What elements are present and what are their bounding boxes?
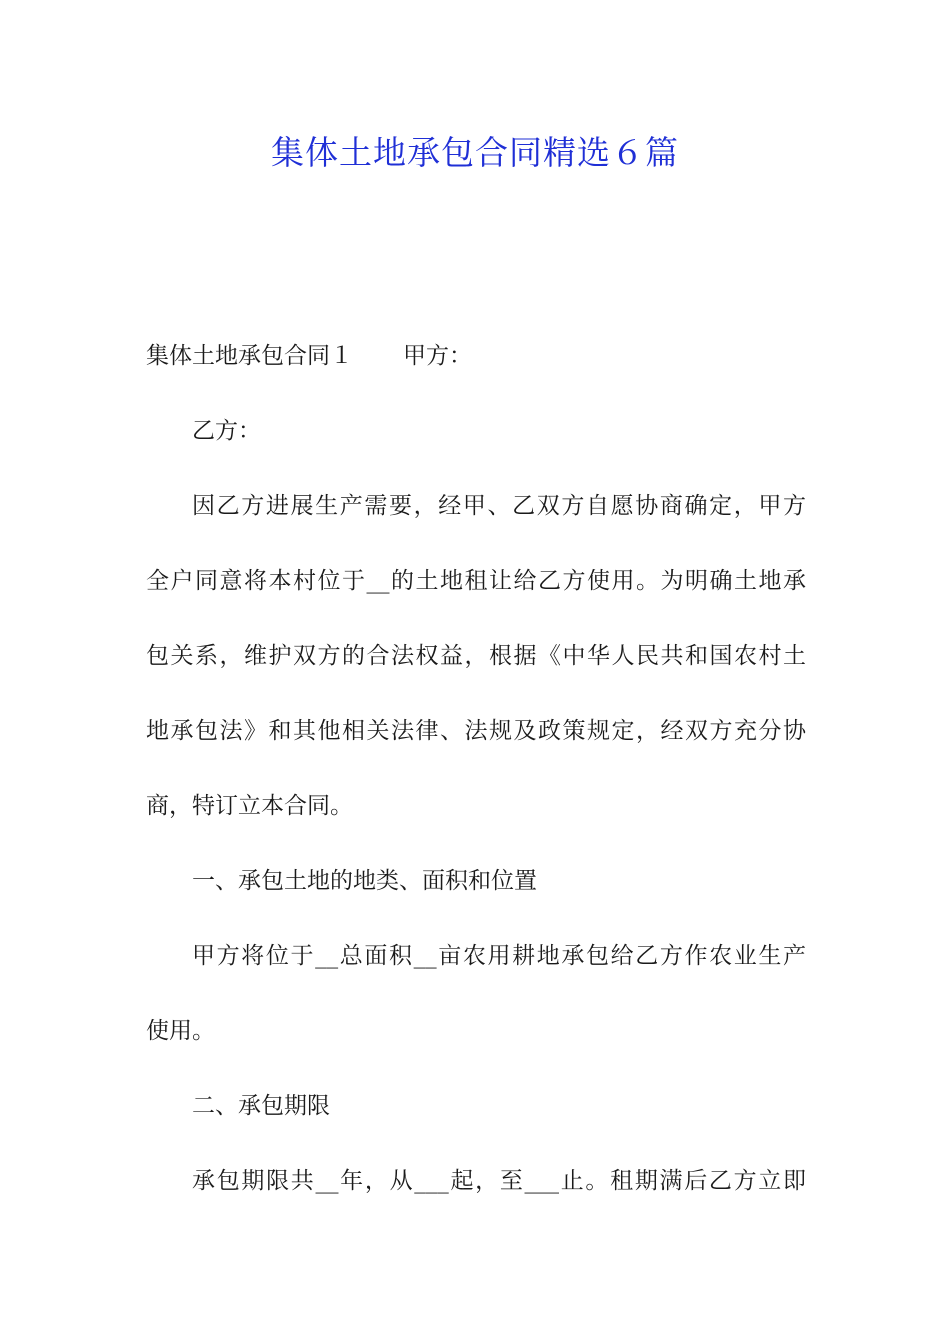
paragraph-line: 承包期限共__年，从___起，至___止。租期满后乙方立即 (192, 1168, 806, 1194)
paragraph-line: 商，特订立本合同。 (146, 793, 353, 819)
party-a-label: 甲方： (403, 343, 472, 369)
paragraph-line: 地承包法》和其他相关法律、法规及政策规定，经双方充分协 (146, 718, 806, 744)
paragraph-line: 甲方将位于__总面积__亩农用耕地承包给乙方作农业生产 (192, 943, 806, 969)
contract-number-label: 集体土地承包合同１ (146, 343, 353, 369)
paragraph-line: 包关系，维护双方的合法权益，根据《中华人民共和国农村土 (146, 643, 806, 669)
document-body (146, 338, 806, 1238)
section-heading: 二、承包期限 (192, 1093, 330, 1119)
paragraph-line: 使用。 (146, 1018, 215, 1044)
contract-heading-line (146, 338, 806, 376)
party-b-label: 乙方： (192, 418, 261, 444)
paragraph-line: 因乙方进展生产需要，经甲、乙双方自愿协商确定，甲方 (192, 493, 806, 519)
paragraph-line: 全户同意将本村位于__的土地租让给乙方使用。为明确土地承 (146, 568, 806, 594)
section-heading: 一、承包土地的地类、面积和位置 (192, 868, 537, 894)
document-title: 集体土地承包合同精选６篇 (271, 133, 679, 172)
